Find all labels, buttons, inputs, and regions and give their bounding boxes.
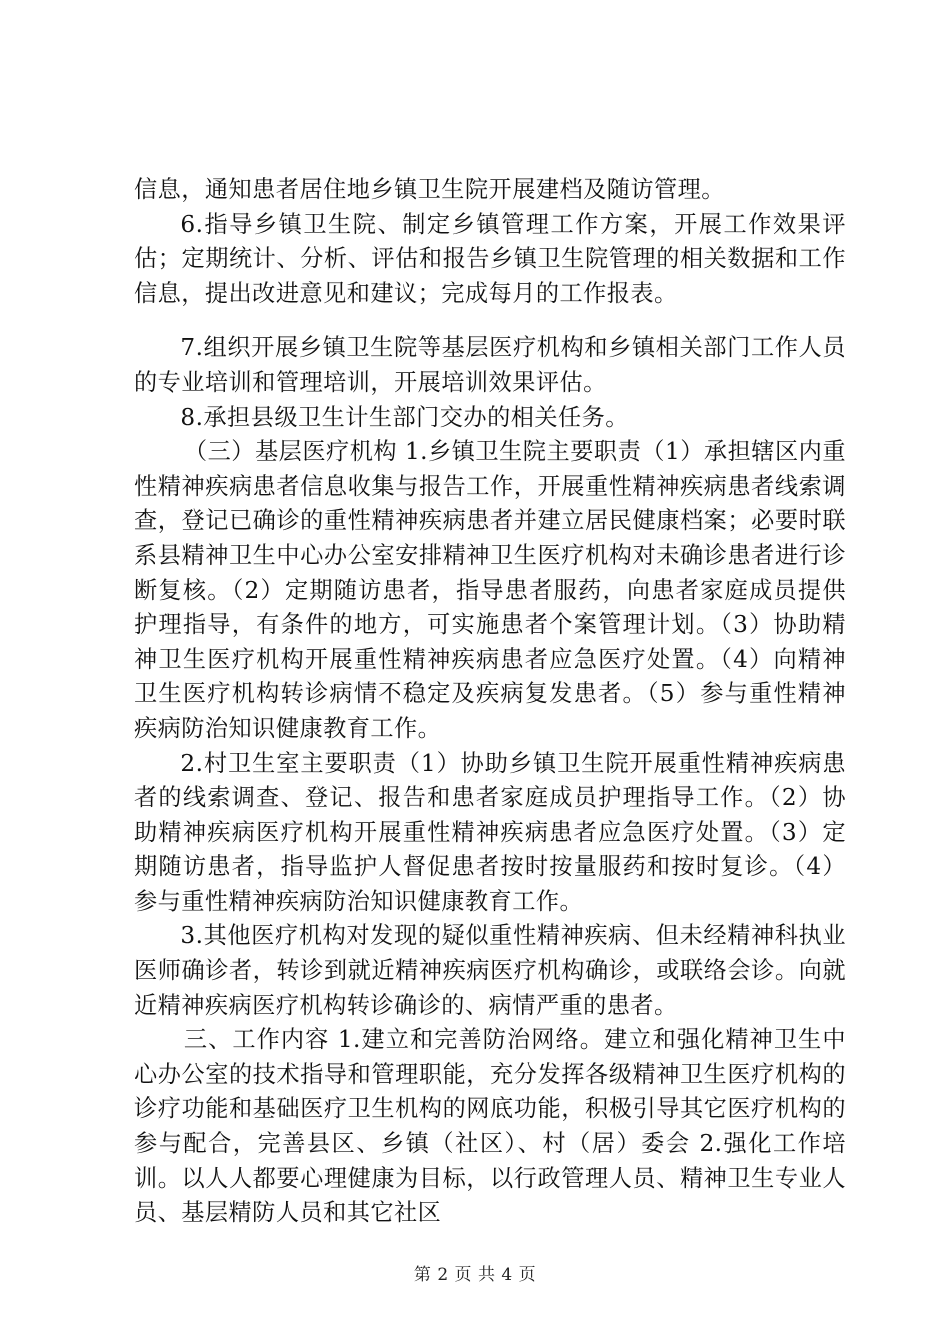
- paragraph-work-content: 三、工作内容 1.建立和完善防治网络。建立和强化精神卫生中心办公室的技术指导和管理职能，充分发挥各级精神卫生医疗机构的诊疗功能和基础医疗卫生机构的网底功能，积极引导其它医疗机构的参与配合，完善县区、乡镇（社区）、村（居）委会 2.强化工作培训。以人人都要心理健康为目标，以行政管理人员、精神卫生专业人员、基层精防人员和其它社区: [134, 1026, 846, 1227]
- paragraph-continuation: 信息，通知患者居住地乡镇卫生院开展建档及随访管理。: [134, 176, 725, 203]
- paragraph-gap: [134, 311, 846, 331]
- paragraph-village-clinic: 2.村卫生室主要职责（1）协助乡镇卫生院开展重性精神疾病患者的线索调查、登记、报告和患者家庭成员护理指导工作。（2）协助精神疾病医疗机构开展重性精神疾病患者应急医疗处置。（3）定期随访患者，指导监护人督促患者按时按量服药和按时复诊。（4）参与重性精神疾病防治知识健康教育工作。: [134, 749, 846, 915]
- document-body: [134, 173, 846, 1231]
- paragraph-item-6: 6.指导乡镇卫生院、制定乡镇管理工作方案，开展工作效果评估；定期统计、分析、评估和报告乡镇卫生院管理的相关数据和工作信息，提出改进意见和建议；完成每月的工作报表。: [134, 210, 846, 307]
- paragraph-other-institutions: 3.其他医疗机构对发现的疑似重性精神疾病、但未经精神科执业医师确诊者，转诊到就近精神疾病医疗机构确诊，或联络会诊。向就近精神疾病医疗机构转诊确诊的、病情严重的患者。: [134, 922, 846, 1019]
- paragraph-grassroots-institutions: （三）基层医疗机构 1.乡镇卫生院主要职责（1）承担辖区内重性精神疾病患者信息收集与报告工作，开展重性精神疾病患者线索调查，登记已确诊的重性精神疾病患者并建立居民健康档案；必要时联系县精神卫生中心办公室安排精神卫生医疗机构对未确诊患者进行诊断复核。（2）定期随访患者，指导患者服药，向患者家庭成员提供护理指导，有条件的地方，可实施患者个案管理计划。（3）协助精神卫生医疗机构开展重性精神疾病患者应急医疗处置。（4）向精神卫生医疗机构转诊病情不稳定及疾病复发患者。（5）参与重性精神疾病防治知识健康教育工作。: [134, 438, 846, 742]
- paragraph-item-8: 8.承担县级卫生计生部门交办的相关任务。: [180, 403, 629, 431]
- paragraph-item-7: 7.组织开展乡镇卫生院等基层医疗机构和乡镇相关部门工作人员的专业培训和管理培训，开展培训效果评估。: [134, 334, 846, 396]
- page-number-footer: 第 2 页 共 4 页: [413, 1265, 537, 1285]
